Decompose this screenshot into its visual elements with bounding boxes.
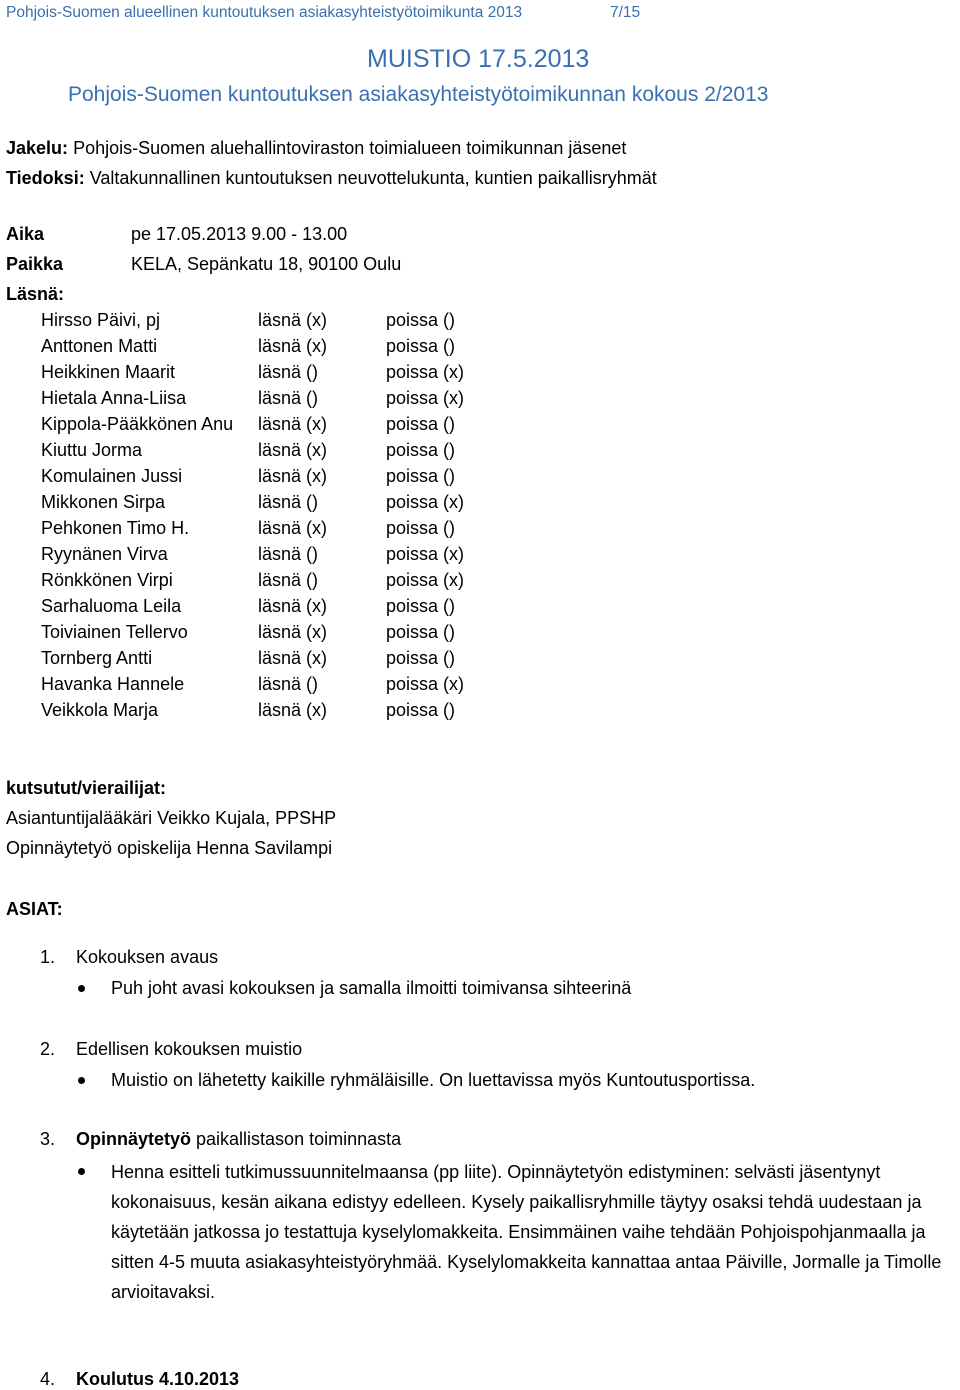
attendee-present: läsnä (x) bbox=[258, 336, 328, 356]
guests-label: kutsutut/vierailijat: bbox=[6, 778, 167, 798]
lasna-label: Läsnä: bbox=[6, 284, 65, 304]
bullet-icon bbox=[78, 1168, 85, 1175]
attendee-present: läsnä (x) bbox=[258, 310, 328, 330]
attendee-present: läsnä () bbox=[258, 362, 319, 382]
agenda-item-title: Edellisen kokouksen muistio bbox=[76, 1039, 303, 1059]
attendee-present: läsnä (x) bbox=[258, 700, 328, 720]
attendee-name: Hietala Anna-Liisa bbox=[41, 388, 187, 408]
agenda-item-title-bold: Opinnäytetyö bbox=[76, 1129, 192, 1149]
attendee-absent: poissa (x) bbox=[386, 388, 465, 408]
attendee-present: läsnä () bbox=[258, 544, 319, 564]
attendee-absent: poissa () bbox=[386, 440, 456, 460]
attendee-present: läsnä () bbox=[258, 674, 319, 694]
guest-item: Opinnäytetyö opiskelija Henna Savilampi bbox=[6, 838, 333, 858]
jakelu-label: Jakelu: bbox=[6, 138, 69, 158]
attendee-absent: poissa () bbox=[386, 518, 456, 538]
attendee-name: Hirsso Päivi, pj bbox=[41, 310, 161, 330]
attendee-present: läsnä (x) bbox=[258, 518, 328, 538]
attendee-name: Rönkkönen Virpi bbox=[41, 570, 173, 590]
agenda-item-title: Kokouksen avaus bbox=[76, 947, 219, 967]
attendee-absent: poissa () bbox=[386, 700, 456, 720]
jakelu-value: Pohjois-Suomen aluehallintoviraston toimialueen toimikunnan jäsenet bbox=[73, 138, 627, 158]
agenda-item-title-rest: paikallistason toiminnasta bbox=[191, 1129, 402, 1149]
attendee-name: Mikkonen Sirpa bbox=[41, 492, 166, 512]
agenda-item-title: Koulutus 4.10.2013 bbox=[76, 1369, 240, 1389]
paikka-label: Paikka bbox=[6, 254, 64, 274]
agenda-item-title bbox=[76, 1129, 401, 1150]
distribution-line bbox=[6, 138, 626, 159]
attendee-present: läsnä () bbox=[258, 570, 319, 590]
attendee-present: läsnä (x) bbox=[258, 596, 328, 616]
attendee-absent: poissa () bbox=[386, 648, 456, 668]
memo-title: MUISTIO 17.5.2013 bbox=[367, 45, 590, 73]
bullet-icon bbox=[78, 985, 85, 992]
aika-value: pe 17.05.2013 9.00 - 13.00 bbox=[131, 224, 348, 244]
attendee-absent: poissa () bbox=[386, 336, 456, 356]
agenda-item-number: 2. bbox=[40, 1039, 56, 1059]
agenda-item-number: 1. bbox=[40, 947, 56, 967]
page-number: 7/15 bbox=[610, 4, 641, 21]
attendee-name: Veikkola Marja bbox=[41, 700, 159, 720]
aika-label: Aika bbox=[6, 224, 45, 244]
attendee-name: Kiuttu Jorma bbox=[41, 440, 143, 460]
attendee-name: Heikkinen Maarit bbox=[41, 362, 176, 382]
attendee-present: läsnä (x) bbox=[258, 466, 328, 486]
attendee-present: läsnä (x) bbox=[258, 622, 328, 642]
bullet-icon bbox=[78, 1077, 85, 1084]
agenda-item-number: 3. bbox=[40, 1129, 56, 1149]
attendee-name: Kippola-Pääkkönen Anu bbox=[41, 414, 234, 434]
guest-item: Asiantuntijalääkäri Veikko Kujala, PPSHP bbox=[6, 808, 337, 828]
attendee-present: läsnä (x) bbox=[258, 648, 328, 668]
agenda-item-note: Henna esitteli tutkimussuunnitelmaansa (pp liite). Opinnäytetyön edistyminen: selvästi jäsentynyt kokonaisuus, kesän aikana edistyy edelleen. Kysely paikallisryhmille täytyy osaksi tehdä uudestaan ja käytetään jatkossa jo testattuja kyselylomakkeita. Ensimmäinen vaihe tehdään Pohjoispohjanmaalla ja sitten 4-5 muuta asiakasyhteistyöryhmää. Kyselylomakkeita kannattaa antaa Päiville, Jormalle ja Timolle arvioitavaksi. bbox=[111, 1162, 942, 1302]
attendee-absent: poissa () bbox=[386, 466, 456, 486]
attendee-absent: poissa (x) bbox=[386, 492, 465, 512]
agenda-item-note: Muistio on lähetetty kaikille ryhmäläisille. On luettavissa myös Kuntoutusportissa. bbox=[111, 1070, 756, 1090]
attendee-absent: poissa (x) bbox=[386, 674, 465, 694]
tiedoksi-label: Tiedoksi: bbox=[6, 168, 85, 188]
memo-subtitle: Pohjois-Suomen kuntoutuksen asiakasyhteistyötoimikunnan kokous 2/2013 bbox=[68, 83, 769, 106]
attendee-absent: poissa (x) bbox=[386, 570, 465, 590]
attendee-present: läsnä (x) bbox=[258, 440, 328, 460]
attendee-absent: poissa () bbox=[386, 414, 456, 434]
running-header: Pohjois-Suomen alueellinen kuntoutuksen asiakasyhteistyötoimikunta 2013 bbox=[6, 4, 523, 21]
attendee-present: läsnä () bbox=[258, 388, 319, 408]
attendee-present: läsnä (x) bbox=[258, 414, 328, 434]
tiedoksi-value: Valtakunnallinen kuntoutuksen neuvottelukunta, kuntien paikallisryhmät bbox=[89, 168, 657, 188]
attendee-name: Havanka Hannele bbox=[41, 674, 185, 694]
attendee-present: läsnä () bbox=[258, 492, 319, 512]
agenda-item-number: 4. bbox=[40, 1369, 56, 1389]
attendee-name: Pehkonen Timo H. bbox=[41, 518, 190, 538]
attendee-name: Toiviainen Tellervo bbox=[41, 622, 188, 642]
attendee-absent: poissa () bbox=[386, 310, 456, 330]
attendee-name: Ryynänen Virva bbox=[41, 544, 168, 564]
agenda-item-note: Puh joht avasi kokouksen ja samalla ilmoitti toimivansa sihteerinä bbox=[111, 978, 632, 998]
attendee-name: Sarhaluoma Leila bbox=[41, 596, 182, 616]
agenda-label: ASIAT: bbox=[6, 899, 63, 919]
cc-line bbox=[6, 168, 657, 189]
attendee-absent: poissa () bbox=[386, 622, 456, 642]
attendee-absent: poissa (x) bbox=[386, 544, 465, 564]
attendee-name: Anttonen Matti bbox=[41, 336, 158, 356]
attendee-absent: poissa () bbox=[386, 596, 456, 616]
attendee-name: Tornberg Antti bbox=[41, 648, 153, 668]
attendee-name: Komulainen Jussi bbox=[41, 466, 183, 486]
attendee-absent: poissa (x) bbox=[386, 362, 465, 382]
paikka-value: KELA, Sepänkatu 18, 90100 Oulu bbox=[131, 254, 402, 274]
